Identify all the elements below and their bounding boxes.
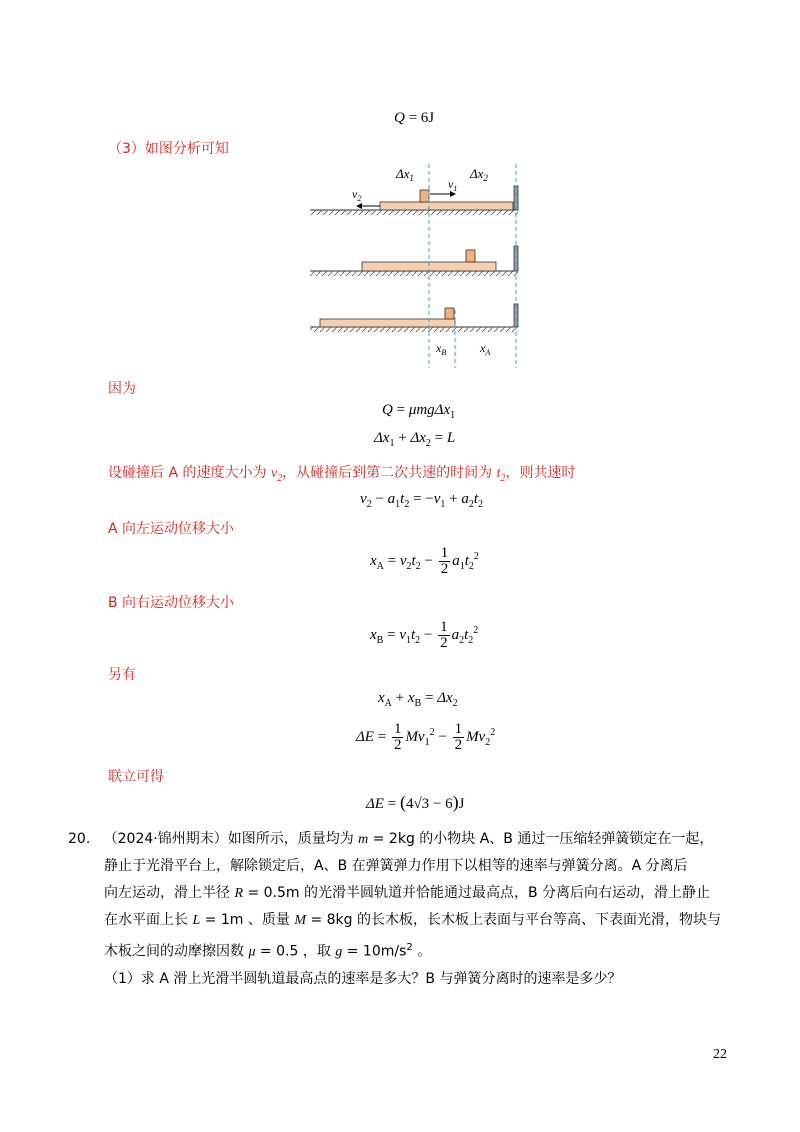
problem-line-5: 木板之间的动摩擦因数 μ = 0.5 ，取 $g = 10m/s^2$ 。: [104, 942, 432, 960]
problem-line-3: 向左运动，滑上半径 R = 0.5m 的光滑半圆轨道并恰能通过最高点，B 分离后向右运动，滑上静止: [104, 885, 711, 901]
label-v2: $v_2$: [352, 187, 362, 203]
block-middle: [466, 250, 475, 262]
because-label: 因为: [108, 381, 136, 397]
equation-q-result: Q = 6J: [394, 110, 435, 126]
board-top: [380, 202, 513, 210]
label-dx1: $\Delta x_1$: [396, 166, 414, 183]
question-1: （1）求 A 滑上光滑半圆轨道最高点的速率是多大？B 与弹簧分离时的速率是多少？: [104, 970, 622, 987]
label-xb: $x_B$: [436, 341, 447, 357]
problem-number: 20.: [68, 831, 91, 847]
problem-20: [68, 826, 728, 993]
equation-delta-e: ΔE = $\frac{1}{2}$ $Mv_1^2$ − $\frac{1}{2}$ $Mv_2^2$: [356, 721, 496, 753]
equation-x-sum: $x_A + x_B = \Delta x_2$: [378, 690, 458, 709]
part3-heading: （3）如图分析可知: [108, 141, 229, 157]
problem-line-2: 静止于光滑平台上，解除锁定后，A、B 在弹簧弹力作用下以相等的速率与弹簧分离。A 分离后: [104, 858, 688, 874]
problem-line-1: 20. （2024·锦州期末）如图所示，质量均为 m = 2kg 的小物块 A、B 通过一压缩轻弹簧锁定在一起，: [68, 831, 714, 847]
board-bottom: [320, 319, 455, 327]
label-xa: $x_A$: [480, 341, 491, 357]
block-bottom: [445, 308, 454, 319]
analysis-figure: [300, 160, 540, 370]
label-dx2: $\Delta x_2$: [470, 166, 488, 183]
equation-v-common: $v_2 - a_1t_2 = -v_1 + a_2t_2$: [360, 491, 484, 510]
problem-source: （2024·锦州期末）: [103, 831, 228, 847]
equation-q-formula: Q = μmgΔx$_1$: [382, 402, 456, 421]
equation-dx-sum: $\Delta x_1 + \Delta x_2 = L$: [374, 430, 456, 449]
page-number: 22: [713, 1047, 727, 1062]
ground-bottom: [310, 327, 518, 332]
problem-line-4: 在水平面上长 L = 1m 、质量 M = 8kg 的长木板，长木板上表面与平台等高、下表面光滑，物块与: [104, 912, 721, 928]
also-label: 另有: [108, 667, 136, 683]
assume-text: 设碰撞后 A 的速度大小为 $v_2$，从碰撞后到第二次共速的时间为 $t_2$，则共速时: [108, 465, 576, 484]
equation-xa: $x_A = v_2t_2$ − $\frac{1}{2}$ $a_1t_2^2$: [370, 545, 479, 577]
b-right-label: B 向右运动位移大小: [108, 595, 235, 611]
combine-label: 联立可得: [108, 769, 164, 785]
equation-xb: $x_B = v_1t_2$ − $\frac{1}{2}$ $a_2t_2^2$: [370, 619, 479, 651]
label-v1: $v_1$: [448, 177, 458, 193]
ground-middle: [310, 271, 518, 276]
ground-top: [310, 210, 518, 215]
block-top: [420, 190, 429, 202]
equation-delta-e-result: ΔE = (4√3 − 6)J: [366, 792, 465, 812]
a-left-label: A 向左运动位移大小: [108, 521, 235, 537]
